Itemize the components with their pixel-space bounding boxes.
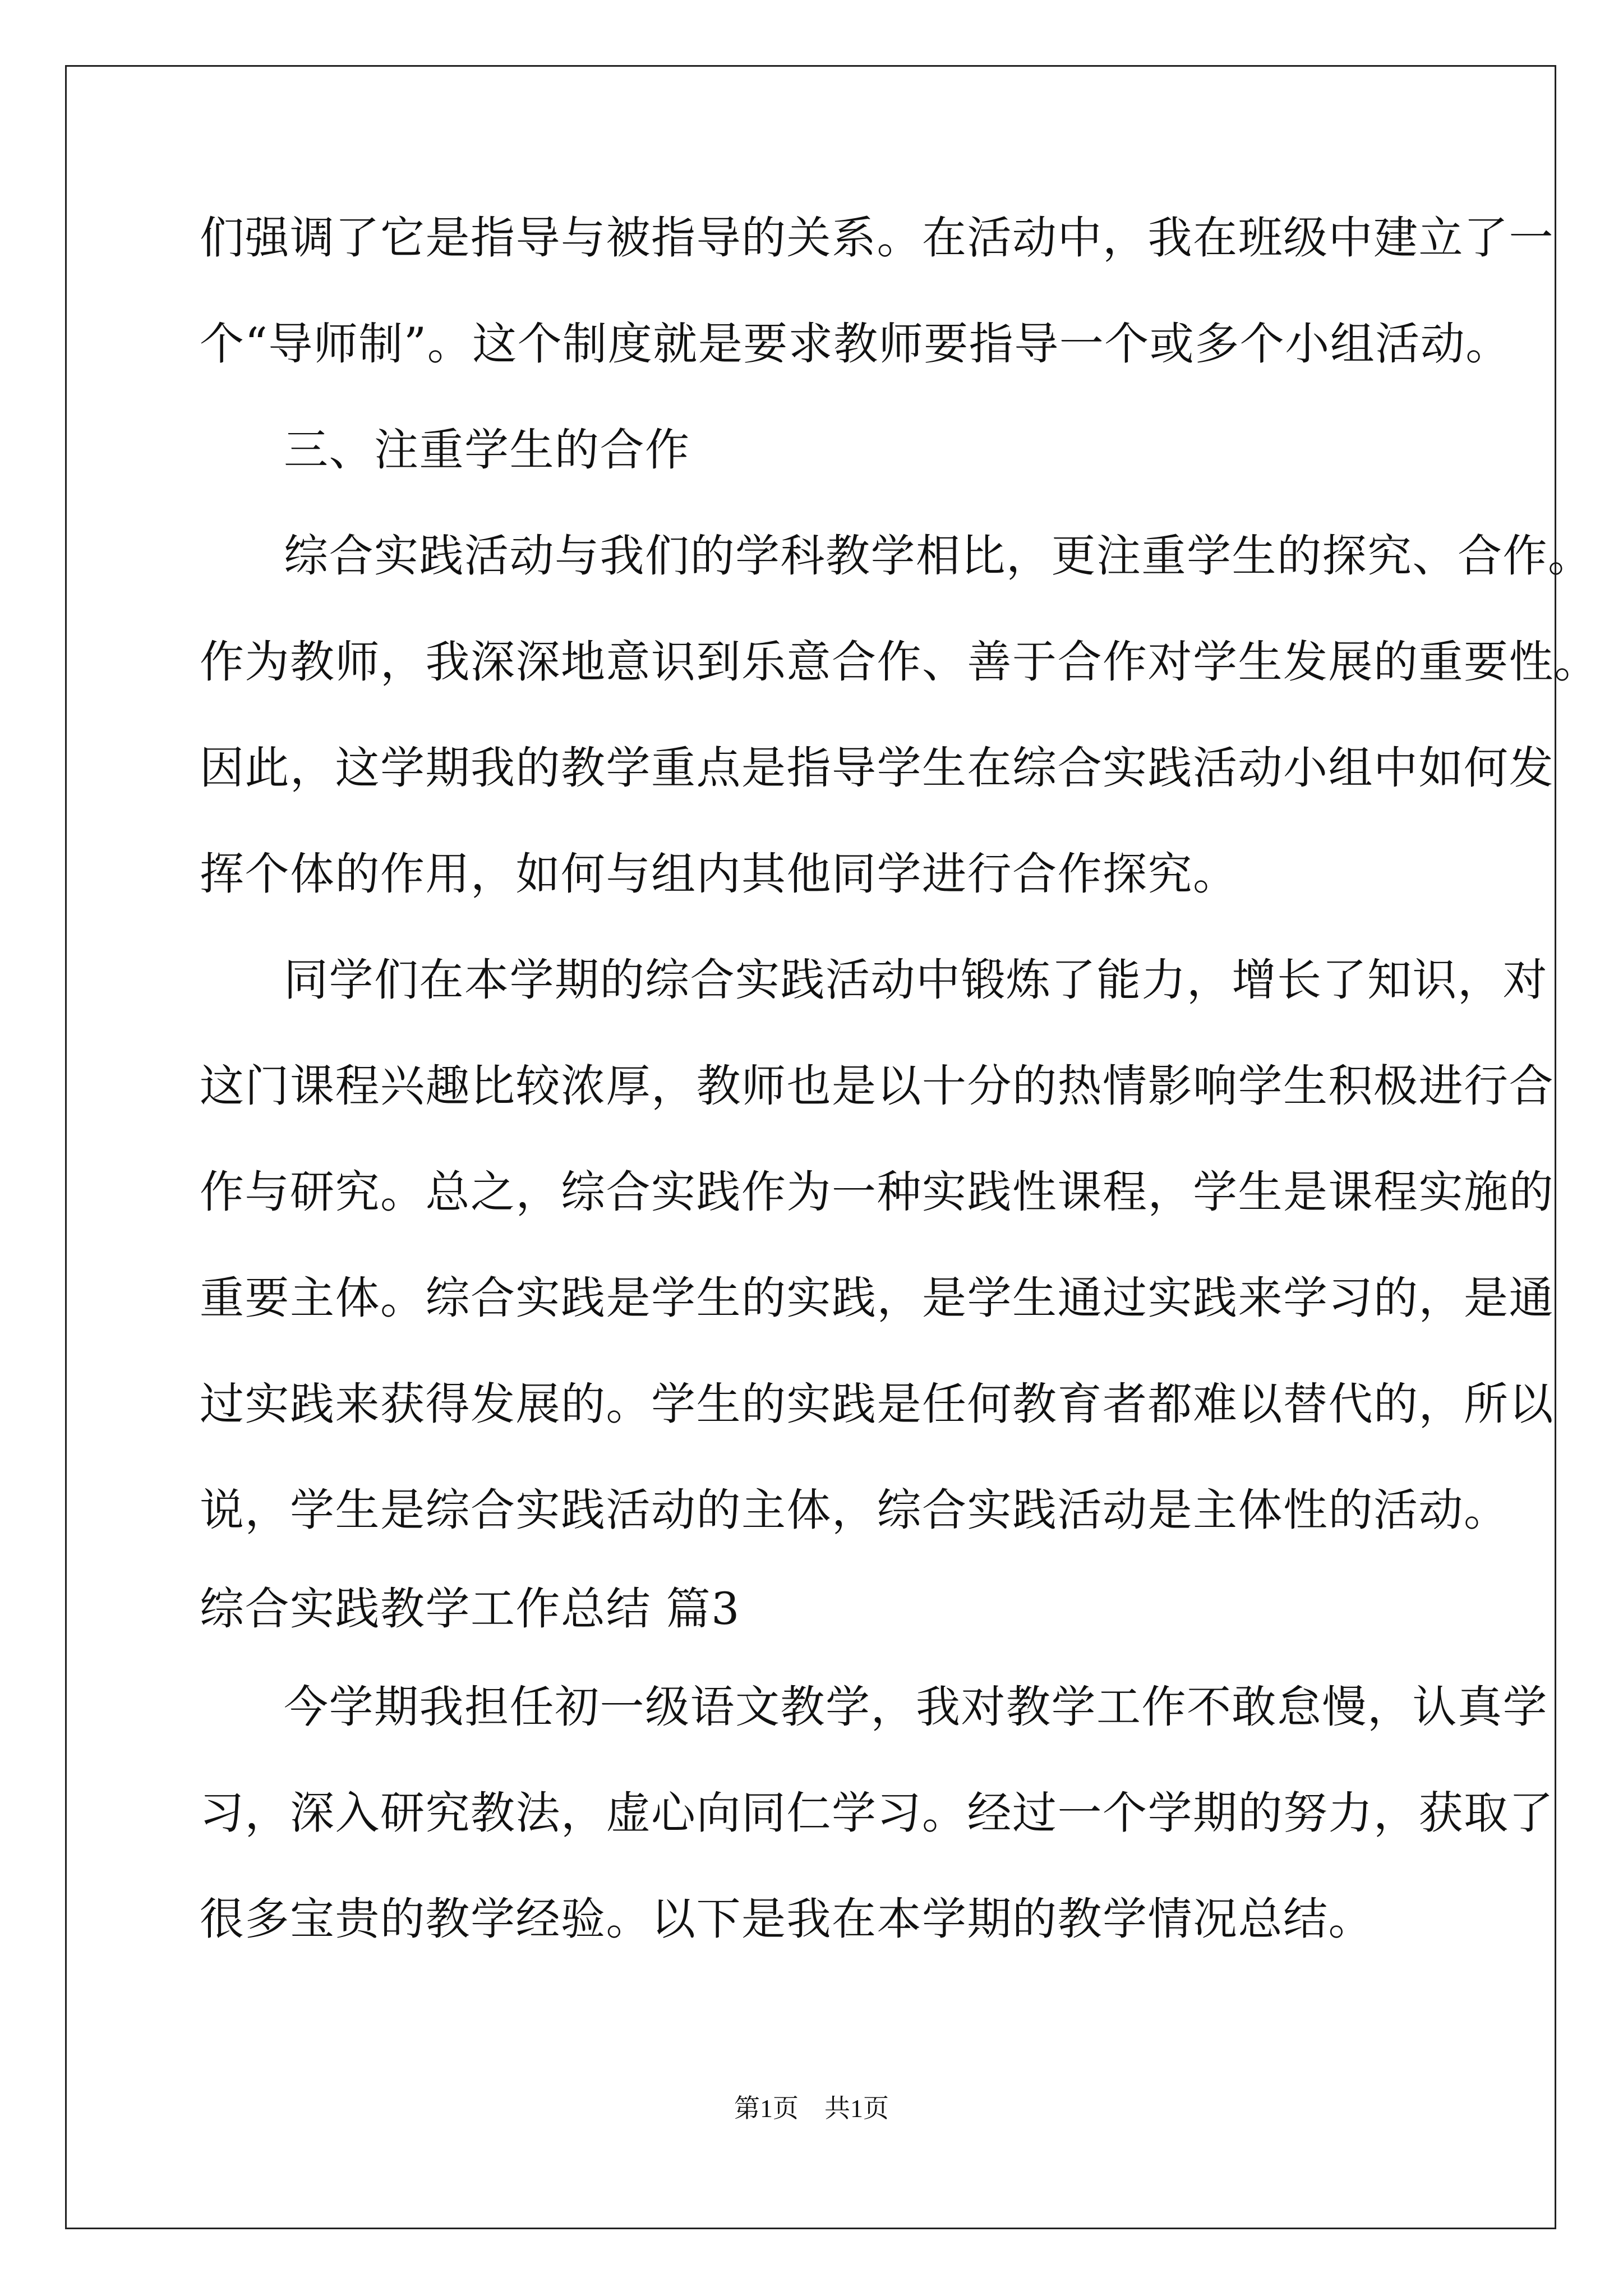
paragraph-line: 很多宝贵的教学经验。以下是我在本学期的教学情况总结。 <box>200 1893 1373 1945</box>
paragraph-line: 过实践来获得发展的。学生的实践是任何教育者都难以替代的，所以 <box>200 1378 1554 1430</box>
article-title: 综合实践教学工作总结 篇3 <box>200 1583 740 1635</box>
paragraph-line: 习，深入研究教法，虚心向同仁学习。经过一个学期的努力，获取了 <box>200 1787 1554 1839</box>
section-heading: 三、注重学生的合作 <box>284 424 690 476</box>
paragraph-line: 同学们在本学期的综合实践活动中锻炼了能力，增长了知识，对 <box>284 954 1548 1006</box>
paragraph-line: 个“导师制”。这个制度就是要求教师要指导一个或多个小组活动。 <box>200 318 1511 370</box>
document-body <box>200 185 1599 1972</box>
paragraph-line: 重要主体。综合实践是学生的实践，是学生通过实践来学习的，是通 <box>200 1272 1554 1324</box>
paragraph-line: 作为教师，我深深地意识到乐意合作、善于合作对学生发展的重要性。 <box>200 636 1599 688</box>
paragraph-line: 这门课程兴趣比较浓厚，教师也是以十分的热情影响学生积极进行合 <box>200 1060 1554 1112</box>
page-number-footer: 第1页 共1页 <box>734 2094 889 2123</box>
paragraph-line: 作与研究。总之，综合实践作为一种实践性课程，学生是课程实施的 <box>200 1166 1554 1218</box>
paragraph-line: 综合实践活动与我们的学科教学相比，更注重学生的探究、合作。 <box>284 530 1593 582</box>
paragraph-line: 挥个体的作用，如何与组内其他同学进行合作探究。 <box>200 848 1238 900</box>
paragraph-line: 说，学生是综合实践活动的主体，综合实践活动是主体性的活动。 <box>200 1484 1509 1536</box>
paragraph-line: 因此，这学期我的教学重点是指导学生在综合实践活动小组中如何发 <box>200 742 1554 794</box>
paragraph-line: 今学期我担任初一级语文教学，我对教学工作不敢怠慢，认真学 <box>284 1681 1548 1733</box>
paragraph-line: 们强调了它是指导与被指导的关系。在活动中，我在班级中建立了一 <box>200 212 1554 264</box>
